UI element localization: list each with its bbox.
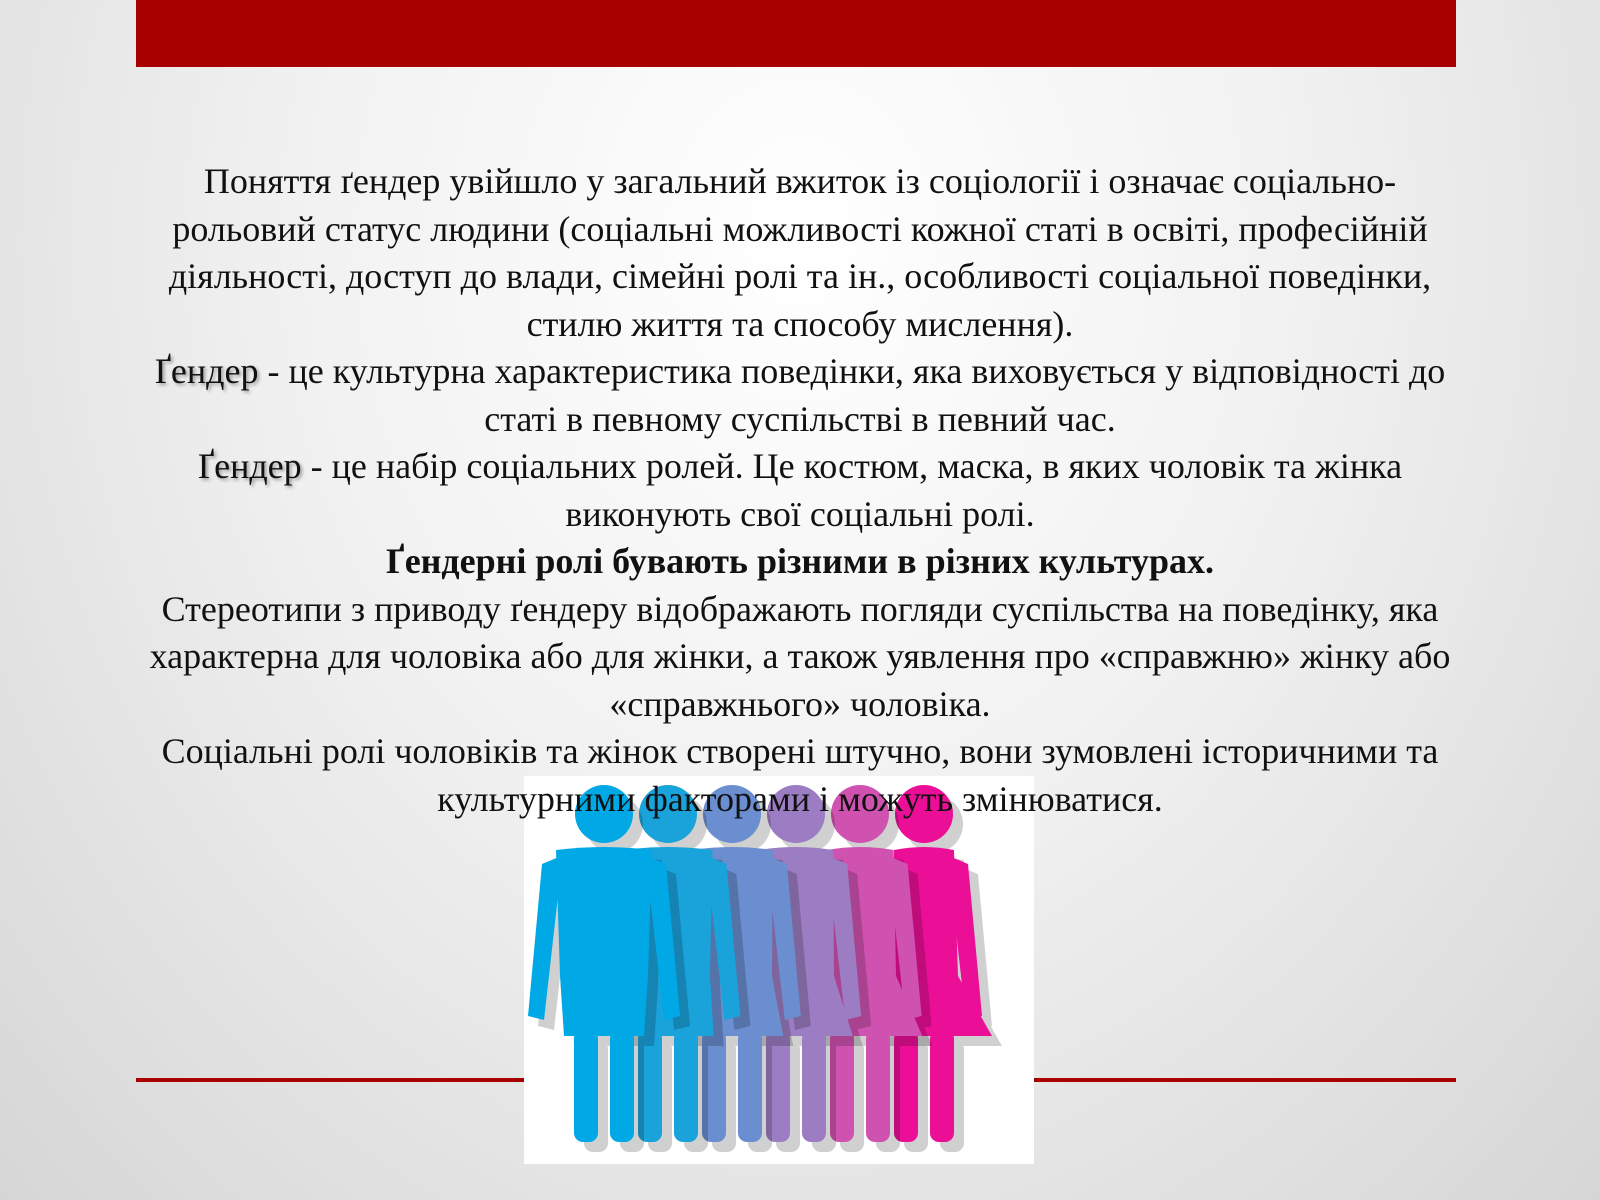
gender-spectrum-figures-icon: [524, 776, 1034, 1164]
gender-spectrum-illustration: [524, 776, 1034, 1164]
gender-term: Ґендер: [154, 351, 259, 391]
title-bar: [136, 0, 1456, 67]
gender-definition-roles-text: - це набір соціальних ролей. Це костюм, маска, в яких чоловік та жінка виконують свої соціальні ролі.: [301, 446, 1403, 534]
gender-definition-cultural-text: - це культурна характеристика поведінки, яка виховується у відповідності до статі в певному суспільстві в певний час.: [258, 351, 1446, 439]
gender-term: Ґендер: [197, 446, 302, 486]
gender-roles-statement: Ґендерні ролі бувають різними в різних культурах.: [385, 541, 1215, 581]
slide-body-text: [148, 158, 1452, 823]
gender-concept-paragraph: Поняття ґендер увійшло у загальний вжиток із соціології і означає соціально-рольовий статус людини (соціальні можливості кожної статі в освіті, професійній діяльності, доступ до влади, сімейні ролі та ін., особливості соціальної поведінки, стилю життя та способу мислення).: [168, 161, 1432, 344]
social-roles-paragraph: Соціальні ролі чоловіків та жінок створені штучно, вони зумовлені історичними та культурними факторами і можуть змінюватися.: [161, 731, 1439, 819]
gender-definition-roles: [148, 443, 1452, 538]
gender-definition-cultural: [148, 348, 1452, 443]
stereotypes-paragraph: Стереотипи з приводу ґендеру відображають погляди суспільства на поведінку, яка характерна для чоловіка або для жінки, а також уявлення про «справжню» жінку або «справжнього» чоловіка.: [149, 588, 1451, 724]
